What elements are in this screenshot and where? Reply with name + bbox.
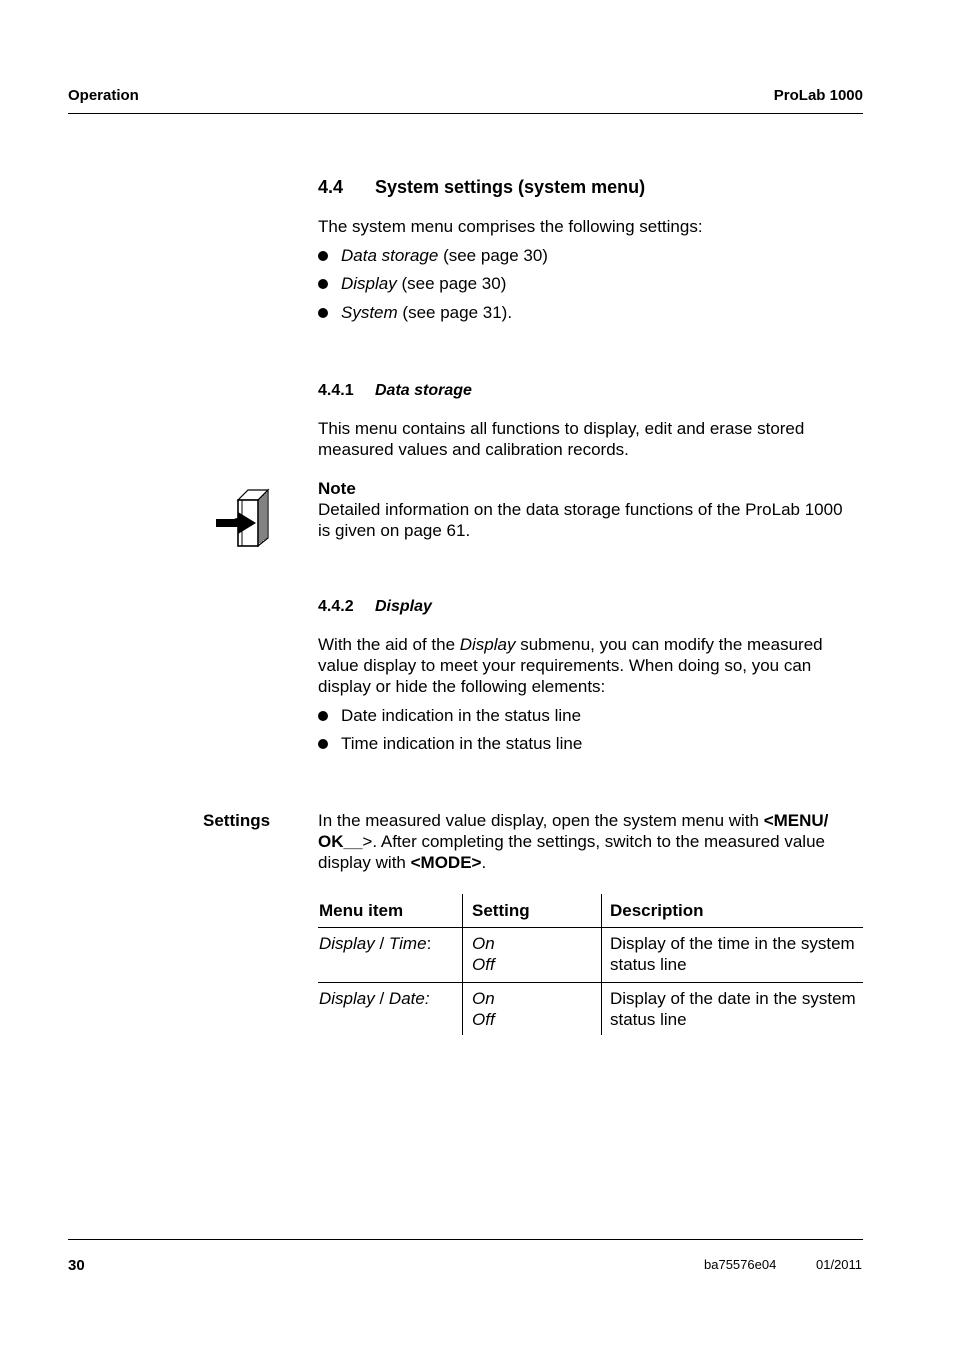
settings-paragraph: In the measured value display, open the system menu with <MENU/ OK__>. After completing the settings, switch to the measured value display with <MODE>. (318, 811, 829, 872)
footer-rule (68, 1239, 863, 1240)
subsection-title: Data storage (375, 382, 472, 399)
note-box (318, 478, 843, 541)
data-storage-paragraph: This menu contains all functions to display, edit and erase stored measured values and calibration records. (318, 419, 805, 459)
manual-reference-icon (214, 484, 272, 550)
bullet-icon (318, 279, 328, 289)
table-header-row (318, 894, 863, 927)
header-product-name: ProLab 1000 (773, 87, 863, 104)
intro-paragraph: The system menu comprises the following settings: (318, 217, 703, 236)
document-date: 01/2011 (816, 1257, 863, 1272)
table-row (318, 927, 863, 982)
list-item: System (see page 31). (318, 302, 858, 323)
menu-ok-key: OK__ (318, 832, 363, 851)
subsection-number: 4.4.2 (318, 598, 354, 615)
bullet-icon (318, 308, 328, 318)
bullet-icon (318, 739, 328, 749)
settings-table (318, 894, 863, 1035)
note-text-line: Detailed information on the data storage functions of the ProLab 1000 (318, 500, 843, 519)
menu-item-cell: Display / Time: (318, 927, 463, 982)
section-number: 4.4 (318, 177, 344, 197)
note-label: Note (318, 479, 356, 498)
column-header: Description (602, 894, 864, 927)
bullet-icon (318, 711, 328, 721)
header-rule (68, 113, 863, 114)
list-item: Data storage (see page 30) (318, 245, 858, 266)
table-row (318, 982, 863, 1035)
menu-ok-key: <MENU/ (763, 811, 829, 830)
list-item: Date indication in the status line (318, 705, 858, 726)
description-cell: Display of the date in the system status line (602, 982, 864, 1035)
subsection-number: 4.4.1 (318, 382, 354, 399)
description-cell: Display of the time in the system status line (602, 927, 864, 982)
bullet-icon (318, 251, 328, 261)
column-header: Setting (463, 894, 602, 927)
column-header: Menu item (318, 894, 463, 927)
section-title: System settings (system menu) (375, 177, 646, 197)
note-text-line: is given on page 61. (318, 521, 471, 540)
list-item: Display (see page 30) (318, 273, 858, 294)
subsection-title: Display (375, 598, 432, 615)
document-id: ba75576e04 (704, 1257, 777, 1272)
list-item: Time indication in the status line (318, 733, 858, 754)
page-number: 30 (68, 1257, 85, 1274)
display-paragraph: With the aid of the Display submenu, you can modify the measured value display to meet your requirements. When doing so, you can display or hide the following elements: (318, 635, 823, 696)
header-section-title: Operation (68, 87, 139, 104)
setting-cell: On Off (463, 927, 602, 982)
mode-key: <MODE> (410, 853, 482, 872)
menu-item-cell: Display / Date: (319, 988, 430, 1008)
setting-cell: On Off (463, 982, 602, 1035)
settings-margin-label: Settings (203, 811, 271, 830)
